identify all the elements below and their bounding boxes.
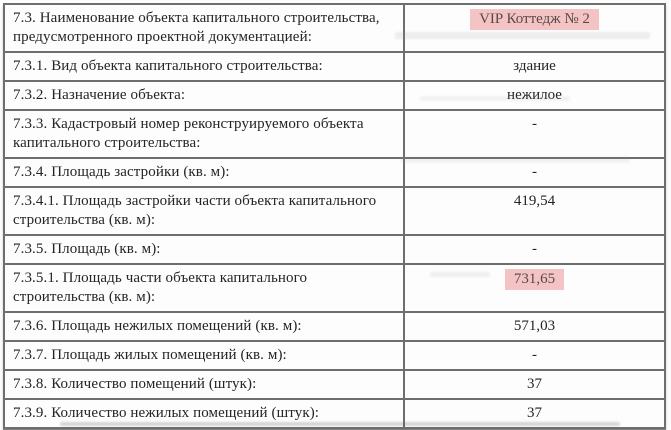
row-value-cell (404, 235, 665, 264)
row-value: - (532, 347, 537, 363)
table-row (4, 158, 665, 187)
row-value-cell (404, 312, 665, 341)
row-value-cell (404, 4, 665, 52)
row-label: 7.3.1. Вид объекта капитального строительства: (4, 52, 404, 81)
row-value-cell (404, 158, 665, 187)
table-row (4, 4, 665, 52)
table-row (4, 341, 665, 370)
row-label: 7.3.5.1. Площадь части объекта капитального строительства (кв. м): (4, 264, 404, 312)
row-value-cell (404, 187, 665, 235)
construction-object-table (3, 3, 666, 429)
table-body (4, 4, 665, 428)
table-row (4, 52, 665, 81)
row-value: 419,54 (513, 193, 556, 209)
row-value-cell (404, 399, 665, 428)
row-value: 571,03 (513, 318, 556, 334)
table-row (4, 399, 665, 428)
row-label: 7.3.7. Площадь жилых помещений (кв. м): (4, 341, 404, 370)
row-label: 7.3.4. Площадь застройки (кв. м): (4, 158, 404, 187)
row-value-cell (404, 52, 665, 81)
row-value: - (532, 116, 537, 132)
table-row (4, 370, 665, 399)
row-value-cell (404, 110, 665, 158)
table-row (4, 187, 665, 235)
row-label: 7.3.9. Количество нежилых помещений (штук): (4, 399, 404, 428)
row-value-cell (404, 341, 665, 370)
row-value: здание (513, 58, 556, 74)
row-label: 7.3.8. Количество помещений (штук): (4, 370, 404, 399)
row-label: 7.3.6. Площадь нежилых помещений (кв. м): (4, 312, 404, 341)
row-value: - (532, 164, 537, 180)
table-row (4, 110, 665, 158)
row-value-cell (404, 81, 665, 110)
row-value: нежилое (507, 87, 562, 103)
row-label: 7.3.5. Площадь (кв. м): (4, 235, 404, 264)
row-label: 7.3.3. Кадастровый номер реконструируемого объекта капитального строительства: (4, 110, 404, 158)
row-label: 7.3.2. Назначение объекта: (4, 81, 404, 110)
row-value: 731,65 (505, 269, 564, 290)
row-label: 7.3. Наименование объекта капитального строительства, предусмотренного проектной документацией: (4, 4, 404, 52)
row-value: 37 (527, 405, 542, 421)
row-value: 37 (527, 376, 542, 392)
row-label: 7.3.4.1. Площадь застройки части объекта капитального строительства (кв. м): (4, 187, 404, 235)
table-row (4, 312, 665, 341)
table-row (4, 81, 665, 110)
table-row (4, 235, 665, 264)
row-value: VIP Коттедж № 2 (470, 9, 599, 30)
table-row (4, 264, 665, 312)
row-value-cell (404, 370, 665, 399)
row-value-cell (404, 264, 665, 312)
row-value: - (532, 241, 537, 257)
